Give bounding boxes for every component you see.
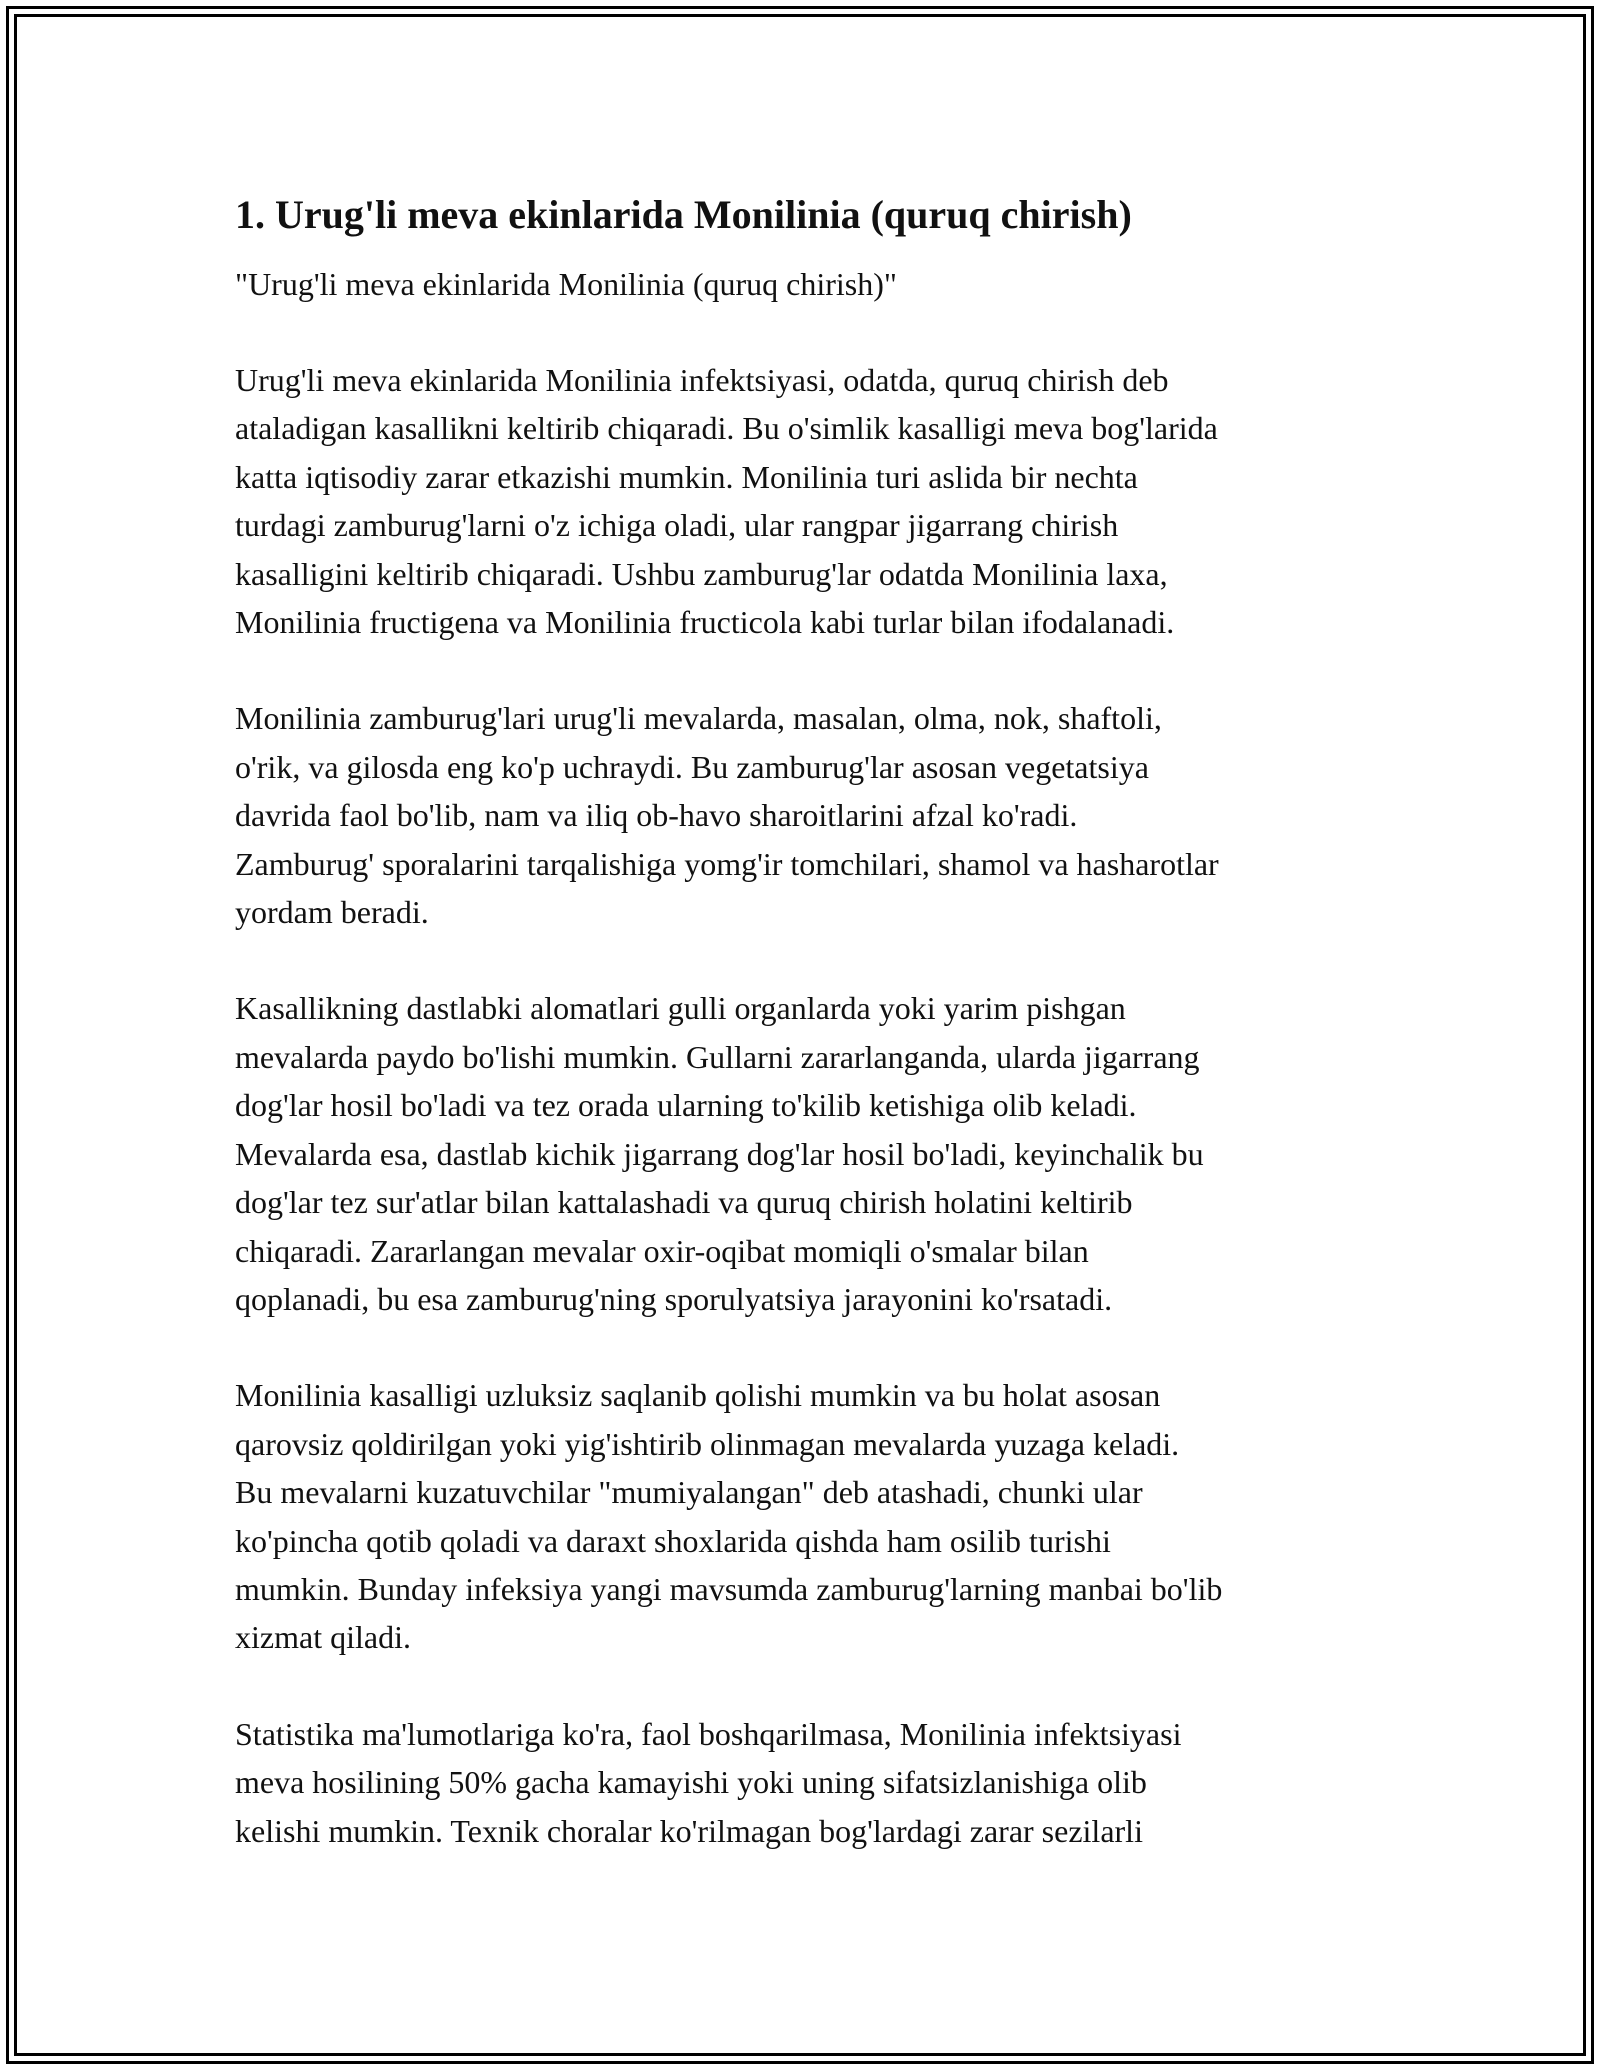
paragraph-line: Mevalarda esa, dastlab kichik jigarrang dog'lar hosil bo'ladi, keyinchalik bu	[235, 1135, 1204, 1172]
paragraph-line: Monilinia zamburug'lari urug'li mevalarda, masalan, olma, nok, shaftoli,	[235, 700, 1162, 737]
paragraph-line: Kasallikning dastlabki alomatlari gulli organlarda yoki yarim pishgan	[235, 990, 1126, 1027]
paragraph-line: kasalligini keltirib chiqaradi. Ushbu zamburug'lar odatda Monilinia laxa,	[235, 555, 1168, 592]
paragraph-line: mevalarda paydo bo'lishi mumkin. Gullarni zararlanganda, ularda jigarrang	[235, 1038, 1200, 1075]
paragraph-line: dog'lar tez sur'atlar bilan kattalashadi va quruq chirish holatini keltirib	[235, 1184, 1133, 1221]
paragraph-line: Urug'li meva ekinlarida Monilinia infektsiyasi, odatda, quruq chirish deb	[235, 362, 1169, 398]
paragraph-line: meva hosilining 50% gacha kamayishi yoki uning sifatsizlanishiga olib	[235, 1764, 1147, 1801]
paragraph-line: qarovsiz qoldirilgan yoki yig'ishtirib olinmagan mevalarda yuzaga keladi.	[235, 1425, 1180, 1462]
document-subtitle: "Urug'li meva ekinlarida Monilinia (quruq chirish)"	[235, 266, 897, 302]
paragraph-line: mumkin. Bunday infeksiya yangi mavsumda zamburug'larning manbai bo'lib	[235, 1570, 1223, 1607]
paragraph-2	[235, 694, 1375, 936]
paragraph-line: Bu mevalarni kuzatuvchilar "mumiyalangan" deb atashadi, chunki ular	[235, 1474, 1143, 1511]
paragraph-line: Statistika ma'lumotlariga ko'ra, faol boshqarilmasa, Monilinia infektsiyasi	[235, 1715, 1182, 1752]
paragraph-line: yordam beradi.	[235, 894, 429, 931]
paragraph-line: o'rik, va gilosda eng ko'p uchraydi. Bu zamburug'lar asosan vegetatsiya	[235, 748, 1149, 785]
paragraph-line: Monilinia kasalligi uzluksiz saqlanib qolishi mumkin va bu holat asosan	[235, 1377, 1161, 1414]
paragraph-line: dog'lar hosil bo'ladi va tez orada ularning to'kilib ketishiga olib keladi.	[235, 1087, 1137, 1124]
paragraph-5	[235, 1710, 1375, 1855]
paragraph-line: katta iqtisodiy zarar etkazishi mumkin. Monilinia turi aslida bir nechta	[235, 458, 1138, 495]
paragraph-line: ko'pincha qotib qoladi va daraxt shoxlarida qishda ham osilib turishi	[235, 1522, 1111, 1559]
paragraph-line: ataladigan kasallikni keltirib chiqaradi. Bu o'simlik kasalligi meva bog'larida	[235, 410, 1218, 447]
paragraph-line: kelishi mumkin. Texnik choralar ko'rilmagan bog'lardagi zarar sezilarli	[235, 1812, 1143, 1849]
document-body	[235, 188, 1375, 1903]
paragraph-line: davrida faol bo'lib, nam va iliq ob-havo sharoitlarini afzal ko'radi.	[235, 797, 1078, 834]
paragraph-line: Monilinia fructigena va Monilinia fructicola kabi turlar bilan ifodalanadi.	[235, 604, 1175, 641]
paragraph-line: turdagi zamburug'larni o'z ichiga oladi, ular rangpar jigarrang chirish	[235, 507, 1119, 544]
paragraph-4	[235, 1371, 1375, 1661]
paragraph-line: qoplanadi, bu esa zamburug'ning sporulyatsiya jarayonini ko'rsatadi.	[235, 1280, 1113, 1317]
paragraph-3	[235, 984, 1375, 1323]
document-title: 1. Urug'li meva ekinlarida Monilinia (quruq chirish)	[235, 192, 1132, 237]
paragraph-line: Zamburug' sporalarini tarqalishiga yomg'ir tomchilari, shamol va hasharotlar	[235, 845, 1219, 882]
paragraph-line: chiqaradi. Zararlangan mevalar oxir-oqibat momiqli o'smalar bilan	[235, 1232, 1089, 1269]
paragraph-1	[235, 356, 1375, 646]
paragraph-line: xizmat qiladi.	[235, 1619, 411, 1656]
